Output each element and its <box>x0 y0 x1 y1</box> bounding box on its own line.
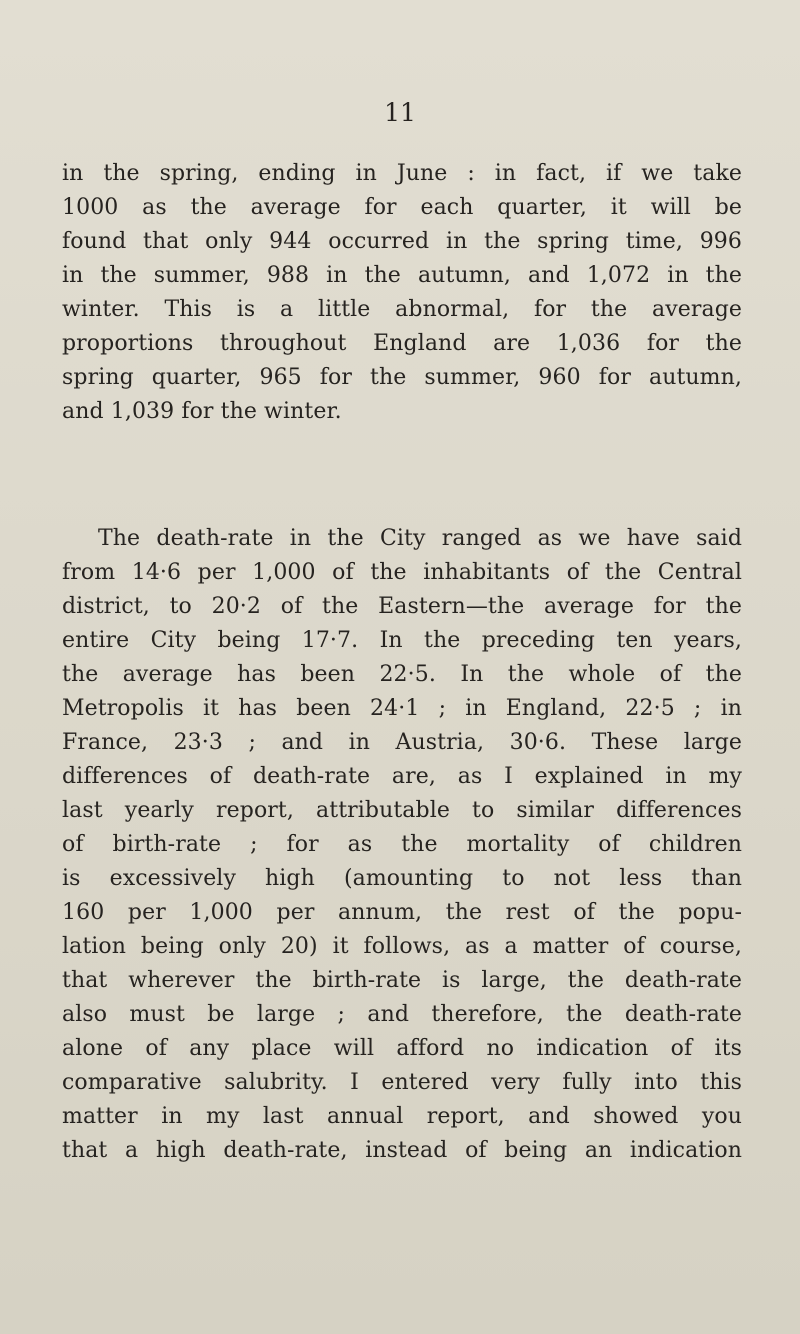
text-line: lation being only 20) it follows, as a matter of course, <box>62 934 742 959</box>
text-line: from 14·6 per 1,000 of the inhabitants of the Central <box>62 560 742 585</box>
text-line: 160 per 1,000 per annum, the rest of the popu- <box>62 900 742 925</box>
text-line: in the summer, 988 in the autumn, and 1,072 in the <box>62 263 742 288</box>
text-line: France, 23·3 ; and in Austria, 30·6. These large <box>62 730 742 755</box>
text-line: last yearly report, attributable to similar differences <box>62 798 742 823</box>
text-line: that a high death-rate, instead of being an indication <box>62 1138 742 1163</box>
text-line: winter. This is a little abnormal, for the average <box>62 297 742 322</box>
text-line: in the spring, ending in June : in fact, if we take <box>62 161 742 186</box>
text-line: the average has been 22·5. In the whole of the <box>62 662 742 687</box>
text-line: differences of death-rate are, as I explained in my <box>62 764 742 789</box>
text-line: comparative salubrity. I entered very fully into this <box>62 1070 742 1095</box>
text-line: that wherever the birth-rate is large, the death-rate <box>62 968 742 993</box>
page-number: 11 <box>384 98 416 127</box>
text-line: Metropolis it has been 24·1 ; in England, 22·5 ; in <box>62 696 742 721</box>
text-line: district, to 20·2 of the Eastern—the average for the <box>62 594 742 619</box>
text-line: alone of any place will afford no indication of its <box>62 1036 742 1061</box>
text-line: proportions throughout England are 1,036 for the <box>62 331 742 356</box>
text-line: and 1,039 for the winter. <box>62 399 342 424</box>
text-line: spring quarter, 965 for the summer, 960 for autumn, <box>62 365 742 390</box>
text-line: 1000 as the average for each quarter, it will be <box>62 195 742 220</box>
text-line: entire City being 17·7. In the preceding ten years, <box>62 628 742 653</box>
paragraph-death-rate <box>62 522 742 1168</box>
text-line: also must be large ; and therefore, the death-rate <box>62 1002 742 1027</box>
text-line: of birth-rate ; for as the mortality of children <box>62 832 742 857</box>
text-line: is excessively high (amounting to not less than <box>62 866 742 891</box>
text-line: The death-rate in the City ranged as we have said <box>98 526 742 551</box>
text-line: found that only 944 occurred in the spring time, 996 <box>62 229 742 254</box>
paragraph-seasonal-deaths <box>62 157 742 429</box>
text-line: matter in my last annual report, and showed you <box>62 1104 742 1129</box>
